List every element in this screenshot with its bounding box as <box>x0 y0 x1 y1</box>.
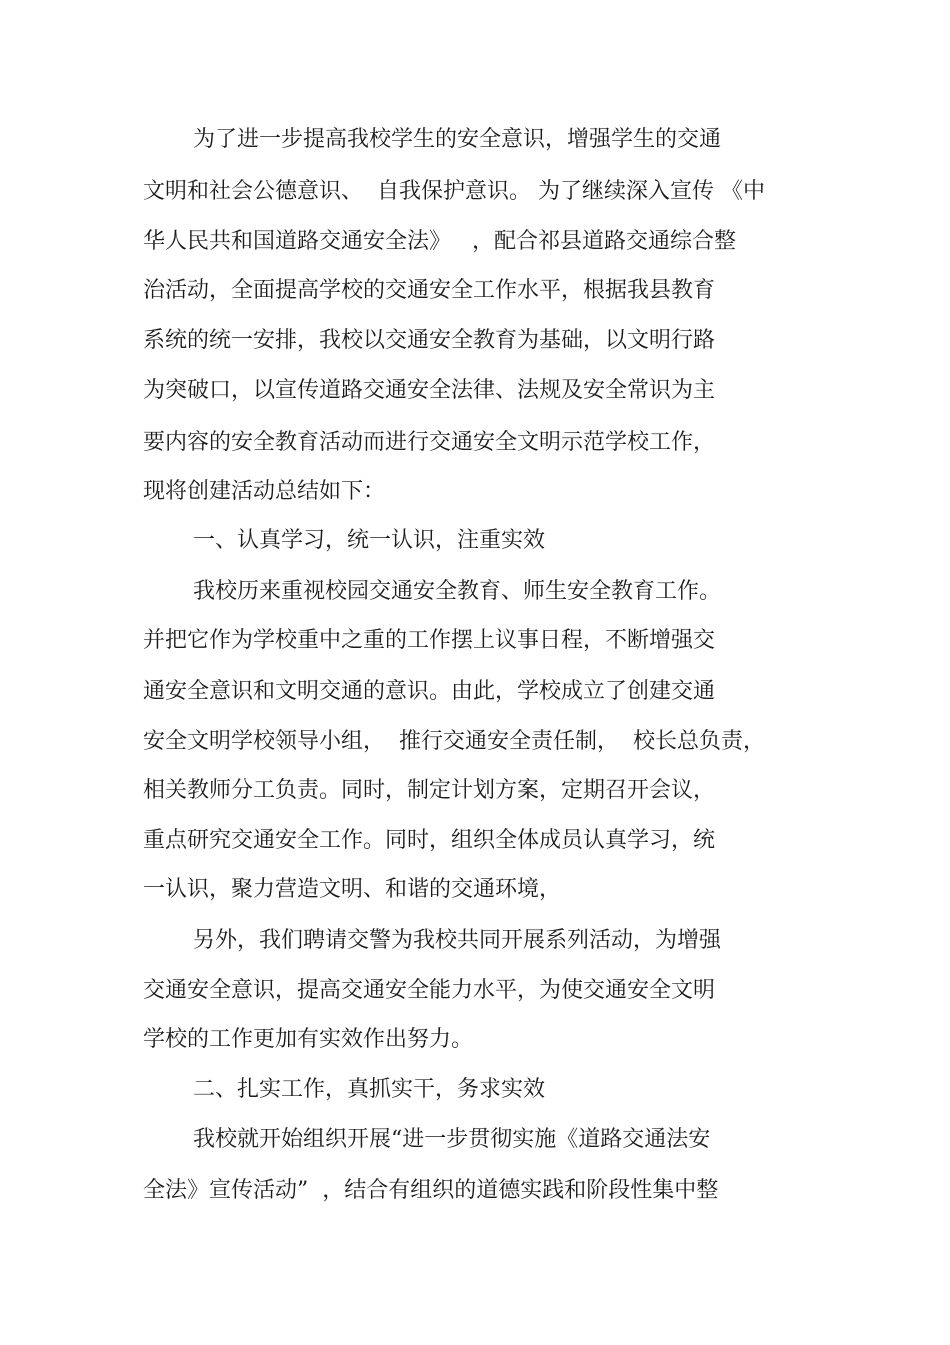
paragraph-2-line-5: 相关教师分工负责。同时，制定计划方案，定期召开会议， <box>143 778 716 803</box>
paragraph-1-line-7: 要内容的安全教育活动而进行交通安全文明示范学校工作， <box>143 430 716 455</box>
paragraph-2-line-7: 一认识，聚力营造文明、和谐的交通环境， <box>143 877 562 902</box>
paragraph-3-line-3: 学校的工作更加有实效作出努力。 <box>143 1027 474 1052</box>
paragraph-4-line-2: 全法》宣传活动” ，结合有组织的道德实践和阶段性集中整 <box>143 1178 719 1203</box>
paragraph-3-line-2: 交通安全意识，提高交通安全能力水平，为使交通安全文明 <box>143 978 716 1003</box>
paragraph-1-line-5: 系统的统一安排，我校以交通安全教育为基础，以文明行路 <box>143 328 716 353</box>
paragraph-2-line-4: 安全文明学校领导小组， 推行交通安全责任制， 校长总负责， <box>143 729 765 754</box>
paragraph-1-line-2: 文明和社会公德意识、 自我保护意识。 为了继续深入宣传 《中 <box>143 179 765 204</box>
paragraph-3-line-1: 另外，我们聘请交警为我校共同开展系列活动，为增强 <box>193 928 722 953</box>
paragraph-1-line-6: 为突破口，以宣传道路交通安全法律、法规及安全常识为主 <box>143 378 716 403</box>
section-heading-1: 一、认真学习，统一认识，注重实效 <box>193 528 546 553</box>
paragraph-1-line-4: 治活动，全面提高学校的交通安全工作水平，根据我县教育 <box>143 278 716 303</box>
paragraph-1-line-3: 华人民共和国道路交通安全法》 ，配合祁县道路交通综合整 <box>143 229 736 254</box>
paragraph-2-line-3: 通安全意识和文明交通的意识。由此，学校成立了创建交通 <box>143 679 716 704</box>
paragraph-2-line-1: 我校历来重视校园交通安全教育、师生安全教育工作。 <box>193 579 722 604</box>
paragraph-2-line-6: 重点研究交通安全工作。同时，组织全体成员认真学习，统 <box>143 828 716 853</box>
paragraph-2-line-2: 并把它作为学校重中之重的工作摆上议事日程，不断增强交 <box>143 628 716 653</box>
paragraph-4-line-1: 我校就开始组织开展“进一步贯彻实施《道路交通法安 <box>193 1127 711 1152</box>
paragraph-1-line-1: 为了进一步提高我校学生的安全意识，增强学生的交通 <box>193 127 722 152</box>
section-heading-2: 二、扎实工作，真抓实干，务求实效 <box>193 1077 546 1102</box>
paragraph-1-line-8: 现将创建活动总结如下： <box>143 479 386 504</box>
